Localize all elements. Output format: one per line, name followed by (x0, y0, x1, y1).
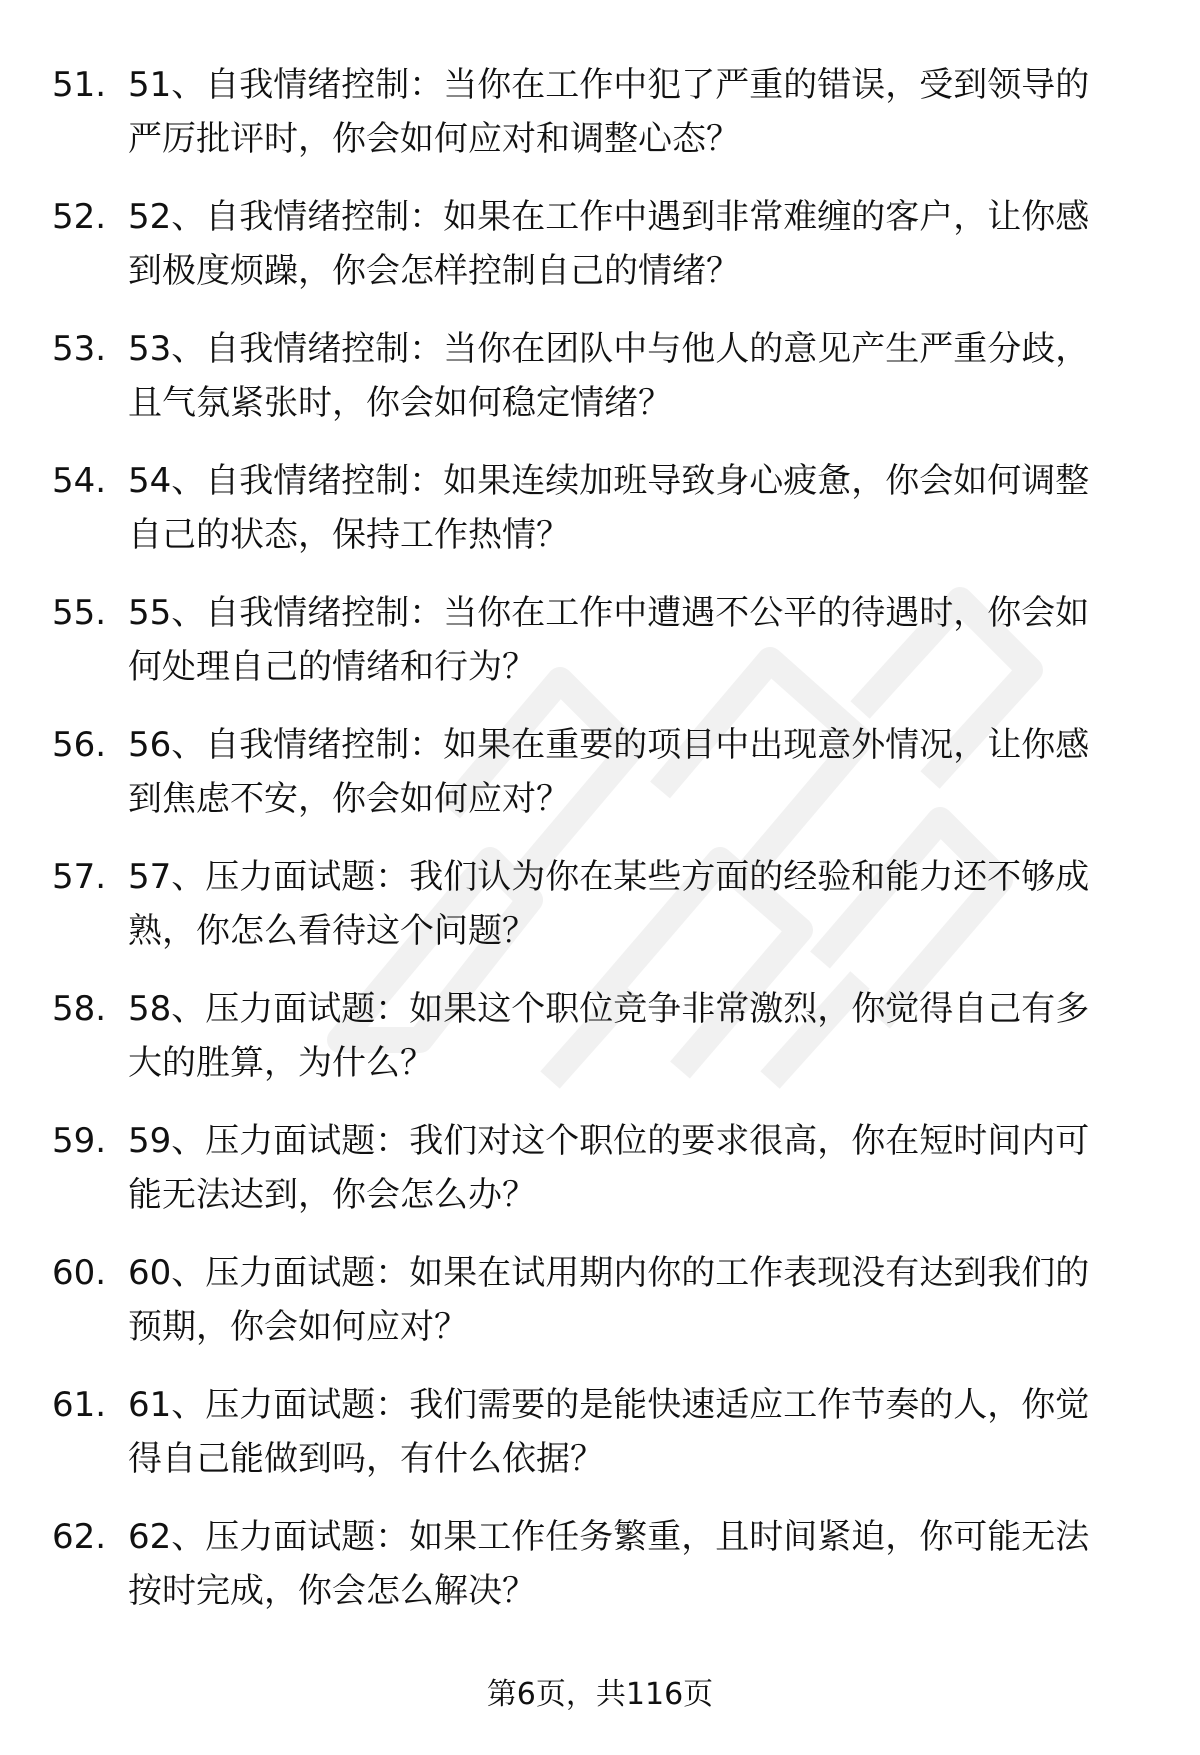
question-text: 56、自我情绪控制：如果在重要的项目中出现意外情况，让你感 到焦虑不安，你会如何应对？ (128, 725, 1090, 819)
list-item (0, 454, 1200, 586)
question-number: 51. (52, 65, 107, 105)
question-text: 59、压力面试题：我们对这个职位的要求很高，你在短时间内可 能无法达到，你会怎么办？ (128, 1121, 1090, 1215)
question-number: 52. (52, 197, 107, 237)
question-number: 54. (52, 461, 107, 501)
page-footer (0, 1673, 1200, 1717)
list-item (0, 1510, 1200, 1642)
question-text: 52、自我情绪控制：如果在工作中遇到非常难缠的客户，让你感 到极度烦躁，你会怎样控制自己的情绪？ (128, 197, 1090, 291)
question-text: 61、压力面试题：我们需要的是能快速适应工作节奏的人，你觉 得自己能做到吗，有什么依据？ (128, 1385, 1090, 1479)
list-item (0, 190, 1200, 322)
question-text: 54、自我情绪控制：如果连续加班导致身心疲惫，你会如何调整 自己的状态，保持工作热情？ (128, 461, 1090, 555)
question-text: 53、自我情绪控制：当你在团队中与他人的意见产生严重分歧， 且气氛紧张时，你会如何稳定情绪？ (128, 329, 1090, 423)
list-item (0, 586, 1200, 718)
question-text: 58、压力面试题：如果这个职位竞争非常激烈，你觉得自己有多 大的胜算，为什么？ (128, 989, 1090, 1083)
list-item (0, 1246, 1200, 1378)
question-number: 58. (52, 989, 107, 1029)
question-text: 55、自我情绪控制：当你在工作中遭遇不公平的待遇时，你会如 何处理自己的情绪和行为？ (128, 593, 1090, 687)
list-item (0, 982, 1200, 1114)
question-number: 61. (52, 1385, 107, 1425)
question-number: 53. (52, 329, 107, 369)
question-text: 60、压力面试题：如果在试用期内你的工作表现没有达到我们的 预期，你会如何应对？ (128, 1253, 1090, 1347)
question-number: 55. (52, 593, 107, 633)
question-number: 62. (52, 1517, 107, 1557)
list-item (0, 58, 1200, 190)
question-text: 57、压力面试题：我们认为你在某些方面的经验和能力还不够成 熟，你怎么看待这个问题？ (128, 857, 1090, 951)
question-number: 56. (52, 725, 107, 765)
question-list (0, 58, 1200, 1642)
question-number: 57. (52, 857, 107, 897)
list-item (0, 718, 1200, 850)
list-item (0, 850, 1200, 982)
question-number: 59. (52, 1121, 107, 1161)
question-text: 51、自我情绪控制：当你在工作中犯了严重的错误，受到领导的 严厉批评时，你会如何应对和调整心态？ (128, 65, 1090, 159)
list-item (0, 322, 1200, 454)
list-item (0, 1378, 1200, 1510)
page-number: 第6页，共116页 (486, 1677, 714, 1712)
question-number: 60. (52, 1253, 107, 1293)
question-text: 62、压力面试题：如果工作任务繁重，且时间紧迫，你可能无法 按时完成，你会怎么解决？ (128, 1517, 1090, 1611)
list-item (0, 1114, 1200, 1246)
